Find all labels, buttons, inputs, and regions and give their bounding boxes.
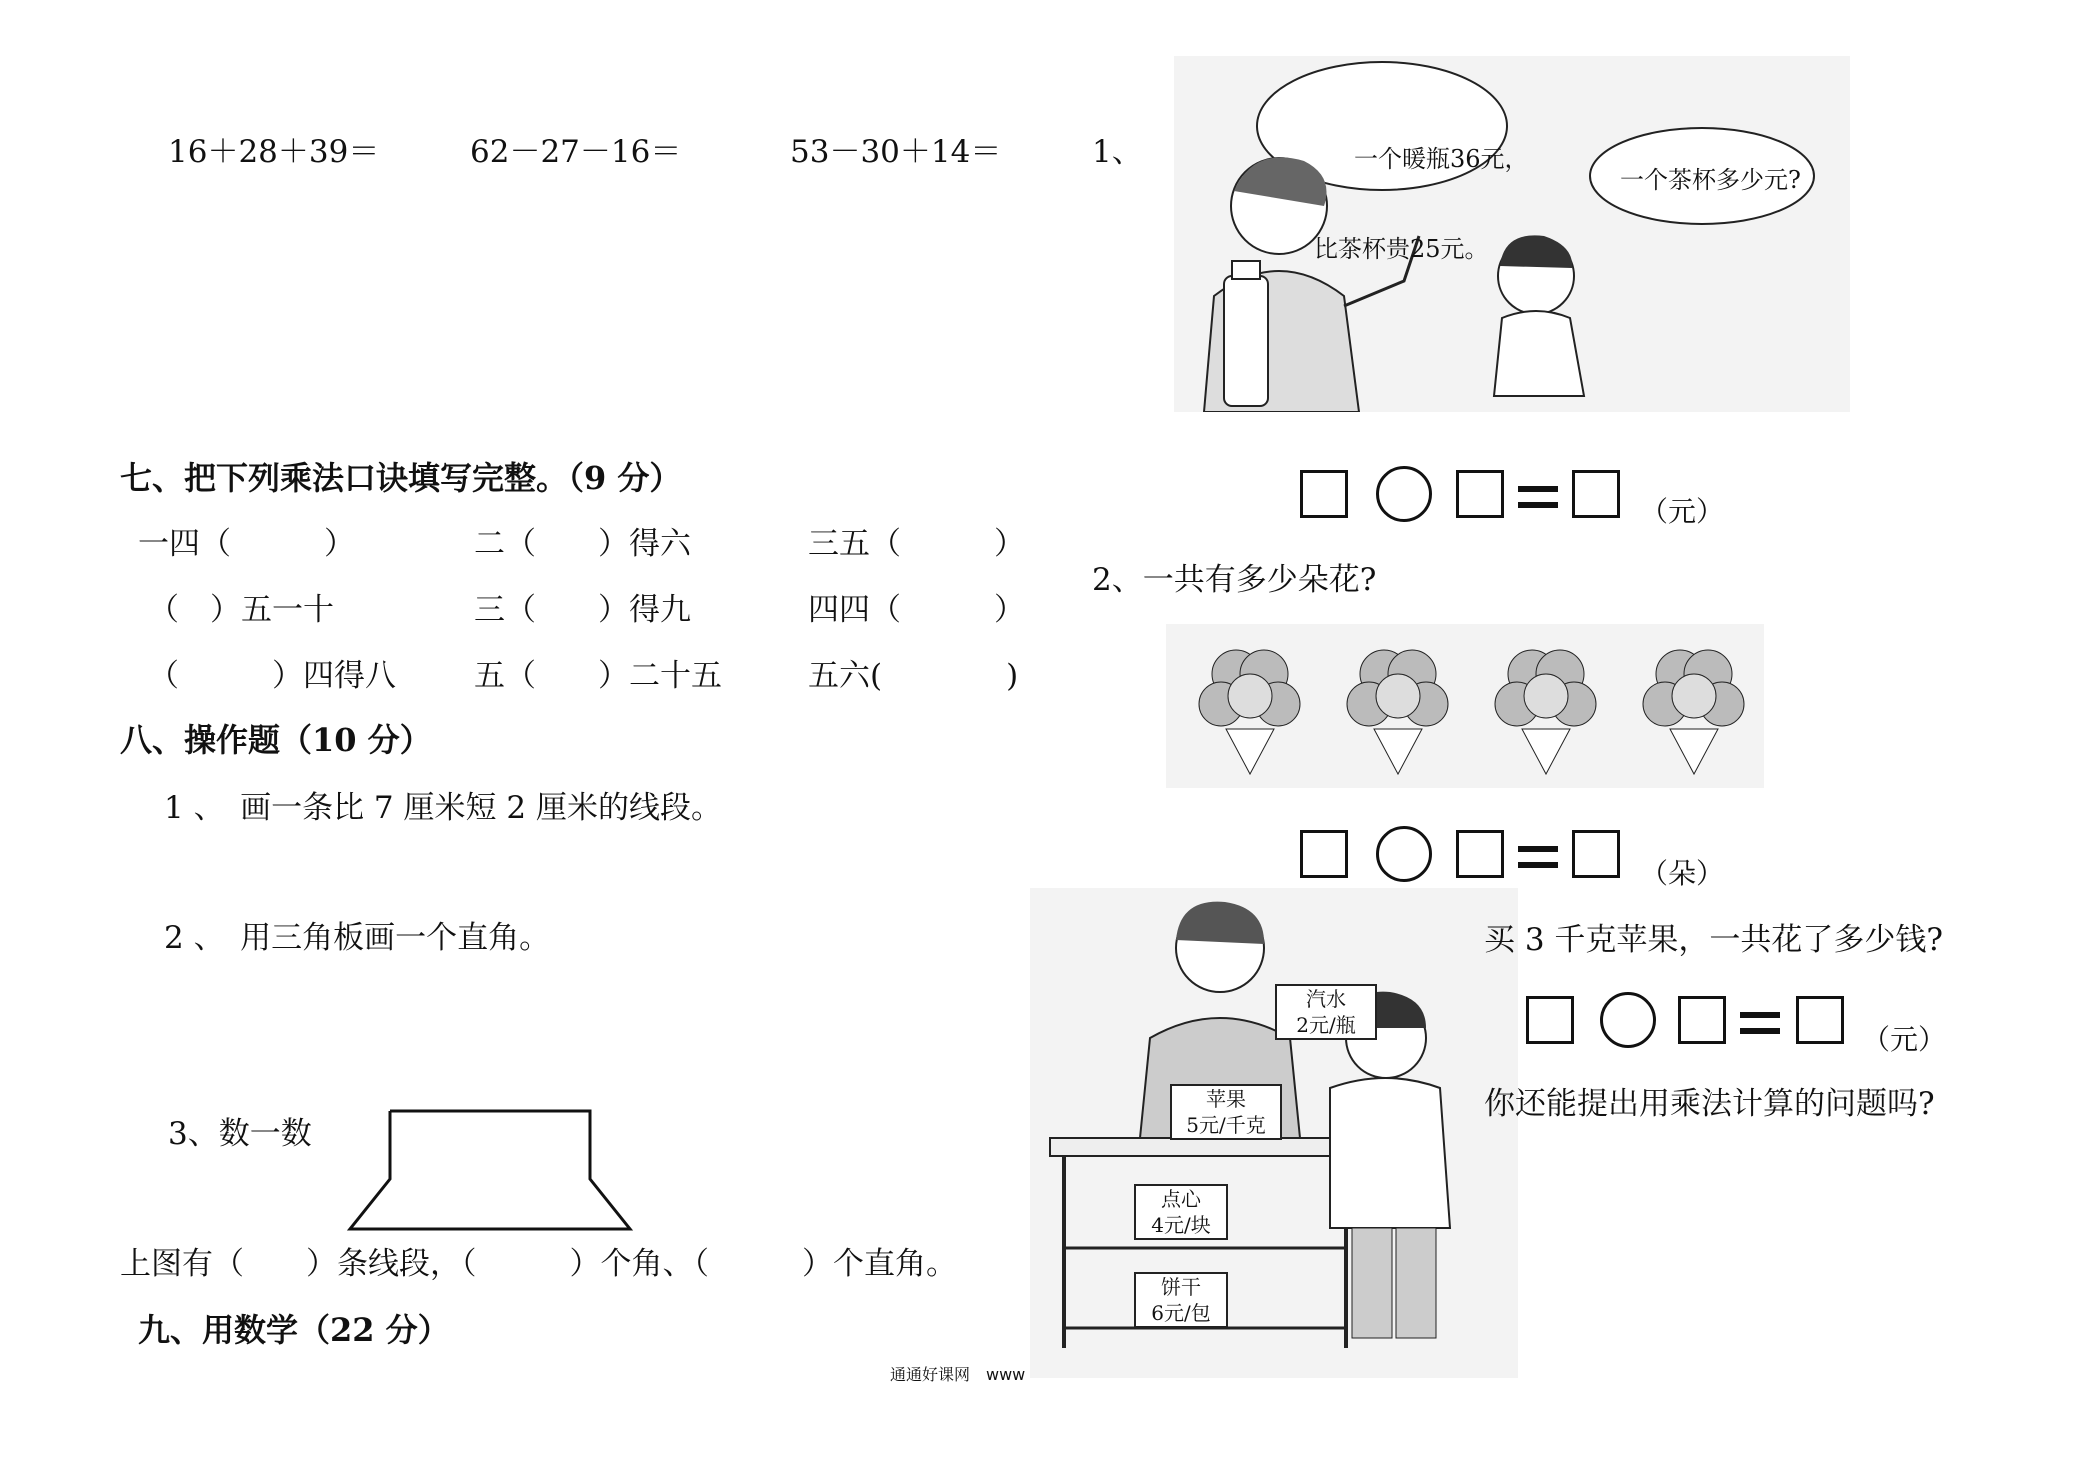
problem-1-number: 1、	[1092, 134, 1143, 170]
table-cell: 三（ ）得九	[474, 592, 691, 628]
problem-3-question: 买 3 千克苹果，一共花了多少钱?	[1484, 922, 1944, 958]
answer-box[interactable]	[1796, 996, 1844, 1044]
problem-3-followup: 你还能提出用乘法计算的问题吗?	[1484, 1086, 1935, 1122]
answer-box[interactable]	[1572, 830, 1620, 878]
sign-text: 苹果	[1206, 1087, 1246, 1111]
answer-box[interactable]	[1526, 996, 1574, 1044]
arith-2: 62－27－16＝	[470, 134, 682, 170]
flower-bouquet	[1199, 650, 1300, 774]
sign-text: 2元/瓶	[1296, 1013, 1356, 1037]
flower-bouquet	[1495, 650, 1596, 774]
bubble-line: 一个暖瓶36元，	[1354, 145, 1529, 173]
equals-sign	[1740, 1012, 1780, 1034]
shop-illustration	[1030, 888, 1518, 1378]
table-cell: （ ）四得八	[148, 658, 396, 694]
unit-label: （朵）	[1640, 857, 1725, 890]
thermos-illustration	[1174, 56, 1850, 412]
operator-circle[interactable]	[1600, 992, 1656, 1048]
section-7-title: 七、把下列乘法口诀填写完整。（9 分）	[120, 459, 682, 497]
answer-box[interactable]	[1572, 470, 1620, 518]
arith-1: 16＋28＋39＝	[168, 134, 380, 170]
trapezoid-figure	[340, 1105, 640, 1235]
snack-sign	[1134, 1184, 1228, 1240]
answer-box[interactable]	[1456, 830, 1504, 878]
flowers-illustration	[1166, 624, 1764, 788]
table-cell: 三五（ ）	[808, 526, 1025, 562]
soda-sign	[1275, 984, 1377, 1040]
table-cell: 四四（ ）	[808, 592, 1025, 628]
answer-box[interactable]	[1456, 470, 1504, 518]
operator-circle[interactable]	[1376, 826, 1432, 882]
sign-text: 4元/块	[1151, 1213, 1211, 1237]
sign-text: 5元/千克	[1186, 1113, 1266, 1137]
answer-box[interactable]	[1300, 830, 1348, 878]
biscuit-sign	[1134, 1272, 1228, 1328]
flower-bouquet	[1347, 650, 1448, 774]
answer-box[interactable]	[1678, 996, 1726, 1044]
arith-3: 53－30＋14＝	[790, 134, 1002, 170]
sign-text: 6元/包	[1151, 1301, 1211, 1325]
table-cell: 一四（ ）	[138, 526, 355, 562]
apple-sign	[1170, 1084, 1282, 1140]
count-fill-line: 上图有（ ）条线段，（ ）个角、（ ）个直角。	[120, 1246, 957, 1282]
equals-sign	[1518, 486, 1558, 508]
table-cell: 五六( )	[808, 658, 1019, 694]
footer-text: 通通好课网 www	[890, 1365, 1026, 1384]
flower-bouquet	[1643, 650, 1744, 774]
table-cell: 五（ ）二十五	[474, 658, 722, 694]
section-9-title: 九、用数学（22 分）	[138, 1311, 450, 1349]
equals-sign	[1518, 846, 1558, 868]
operator-circle[interactable]	[1376, 466, 1432, 522]
sign-text: 汽水	[1306, 987, 1346, 1011]
table-cell: （ ）五一十	[148, 592, 334, 628]
section-8-title: 八、操作题（10 分）	[120, 721, 432, 759]
question-3: 3、数一数	[168, 1116, 312, 1152]
table-cell: 二（ ）得六	[474, 526, 691, 562]
question-1: 1 、 画一条比 7 厘米短 2 厘米的线段。	[164, 790, 722, 826]
unit-label: （元）	[1862, 1023, 1947, 1056]
problem-2-question: 2、一共有多少朵花?	[1092, 562, 1377, 598]
bubble-question: 一个茶杯多少元?	[1620, 166, 1801, 194]
question-2: 2 、 用三角板画一个直角。	[164, 920, 551, 956]
answer-box[interactable]	[1300, 470, 1348, 518]
sign-text: 饼干	[1161, 1275, 1201, 1299]
sign-text: 点心	[1161, 1187, 1201, 1211]
bubble-line: 比茶杯贵25元。	[1314, 235, 1489, 263]
unit-label: （元）	[1640, 495, 1725, 528]
